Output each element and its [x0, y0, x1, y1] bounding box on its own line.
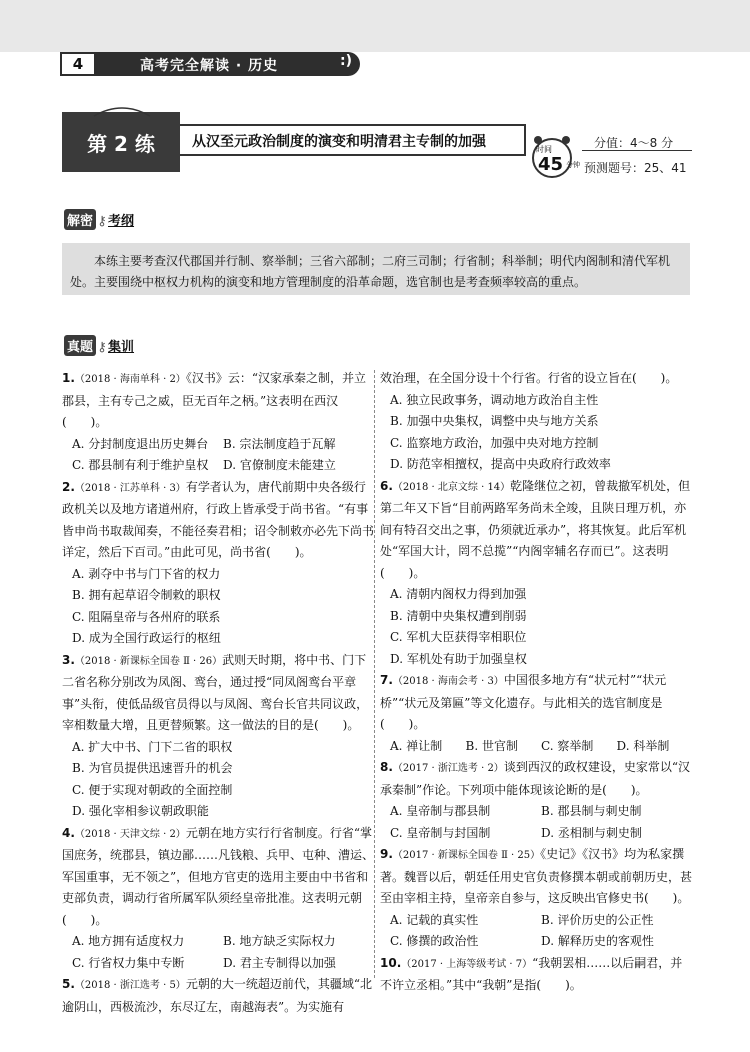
option: D. 官僚制度未能建立: [223, 458, 336, 472]
option: B. 宗法制度趋于瓦解: [223, 436, 336, 451]
option: D. 强化宰相参议朝政职能: [72, 804, 209, 818]
question-5-continued: 效治理，在全国分设十个行省。行省的设立旨在( )。 A. 独立民政事务，调动地方政治自主性 B. 加强中央集权，调整中央与地方关系 C. 监察地方政治，加强中央对地方控制 D. 防范宰相擅权，提高中央政府行政效率: [380, 368, 692, 476]
question-10: 10.（2017 · 上海等级考试 · 7）“我朝罢相……以后嗣君，并不许立丞相。”其中“我朝”是指( )。: [380, 955, 683, 992]
option: C. 行省权力集中专断: [72, 955, 185, 970]
option: D. 防范宰相擅权，提高中央政府行政效率: [390, 457, 611, 471]
question-9: 9.（2017 · 新课标全国卷 Ⅱ · 25）《史记》《汉书》均为私家撰著。魏晋以后，朝廷任用史官负责修撰本朝或前朝历史，甚至由宰相主持，皇帝亲自参与，这反映出官修史书( )。 A. 记载的真实性 B. 评价历史的公正性 C. 修撰的政治性 D. 解释历史的客观性: [380, 844, 692, 953]
top-band: [0, 0, 750, 52]
question-5: 5.（2018 · 浙江选考 · 5）元朝的大一统超迈前代，其疆域“北逾阴山，西极流沙，东尽辽左，南越海表”。为实施有: [62, 977, 372, 1014]
time-unit: 分钟: [566, 161, 580, 169]
option: C. 皇帝制与封国制: [390, 825, 491, 840]
option: B. 拥有起草诏令制敕的职权: [72, 588, 221, 602]
header-decoration: :): [340, 53, 352, 69]
question-7: 7.（2018 · 海南会考 · 3）中国很多地方有“状元村”“状元桥”“状元及第匾”等文化遗存。与此相关的选官制度是( )。 A. 禅让制 B. 世官制 C. 察举制 D. 科举制: [380, 670, 692, 757]
option: B. 地方缺乏实际权力: [223, 934, 336, 948]
option: A. 清朝内阁权力得到加强: [390, 587, 527, 601]
option: D. 成为全国行政运行的枢纽: [72, 631, 221, 645]
tag-a: 解密: [64, 209, 96, 230]
section-title: 从汉至元政治制度的演变和明清君主专制的加强: [192, 134, 486, 150]
option: A. 扩大中书、门下二省的职权: [72, 739, 233, 754]
option: A. 独立民政事务，调动地方政治自主性: [390, 392, 599, 407]
option: C. 察举制: [541, 738, 594, 753]
tag-decrypt-outline: [64, 209, 134, 229]
option: D. 解释历史的客观性: [541, 934, 654, 948]
book-title: 高考完全解读 · 历史: [140, 58, 279, 74]
question-4: 4.（2018 · 天津文综 · 2）元朝在地方实行行省制度。行省“掌国庶务，统郡县，镇边鄙……凡钱粮、兵甲、屯种、漕运、军国重事，无不领之”，但地方官吏的选用主要由中书省和吏部负责，调动行省所属军队须经皇帝批准。这表明元朝( )。 A. 地方拥有适度权力 B. 地方缺乏实际权力 C. 行省权力集中专断 D. 君主专制得以加强: [62, 823, 374, 975]
tag-b: 集训: [108, 340, 135, 355]
option: A. 皇帝制与郡县制: [390, 804, 491, 818]
page-number: 4: [60, 52, 96, 76]
option: A. 分封制度退出历史舞台: [72, 436, 209, 451]
tag-a: 真题: [64, 335, 96, 356]
option: A. 剥夺中书与门下省的权力: [72, 566, 221, 581]
right-column: [380, 368, 692, 997]
key-icon: ⚷: [97, 340, 107, 355]
intro-text: 本练主要考查汉代郡国并行制、察举制；三省六部制；二府三司制；行省制；科举制；明代内阁制和清代军机处。主要围绕中枢权力机构的演变和地方管理制度的沿革命题，选官制也是考查频率较高的重点。: [70, 254, 671, 289]
option: C. 阻隔皇帝与各州府的联系: [72, 609, 221, 624]
time-value: 45: [538, 154, 564, 175]
tag-b: 考纲: [108, 214, 135, 229]
column-divider: [374, 370, 375, 978]
option: B. 评价历史的公正性: [541, 912, 654, 927]
option: C. 便于实现对朝政的全面控制: [72, 782, 233, 797]
tag-real-exam: [64, 335, 134, 355]
question-8: 8.（2017 · 浙江选考 · 2）谈到西汉的政权建设，史家常以“汉承秦制”作论。下列项中能体现该论断的是( )。 A. 皇帝制与郡县制 B. 郡县制与刺史制 C. 皇帝制与封国制 D. 丞相制与刺史制: [380, 757, 692, 844]
option: D. 科举制: [616, 738, 670, 753]
option: B. 加强中央集权，调整中央与地方关系: [390, 414, 599, 428]
question-2: 2.（2018 · 江苏单科 · 3）有学者认为，唐代前期中央各级行政机关以及地方诸道州府，行政上皆承受于尚书省。“有事皆申尚书取裁闻奏，不能径奏君相；诏令制敕亦必先下尚书详定，然后下百司。”由此可见，尚书省( )。 A. 剥夺中书与门下省的权力 B. 拥有起草诏令制敕的职权 C. 阻隔皇帝与各州府的联系 D. 成为全国行政运行的枢纽: [62, 477, 374, 650]
section-label: 第 2 练: [87, 132, 155, 156]
score-text: 分值：4～8 分: [594, 136, 674, 150]
option: B. 为官员提供迅速晋升的机会: [72, 761, 233, 775]
option: D. 丞相制与刺史制: [541, 825, 642, 840]
option: D. 君主专制得以加强: [223, 955, 336, 970]
option: B. 郡县制与刺史制: [541, 804, 642, 818]
option: C. 监察地方政治，加强中央对地方控制: [390, 435, 599, 450]
option: A. 地方拥有适度权力: [72, 934, 185, 948]
predict-text: 预测题号：25、41: [584, 161, 687, 175]
key-icon: ⚷: [97, 214, 107, 229]
option: C. 军机大臣获得宰相职位: [390, 630, 527, 644]
question-6: 6.（2018 · 北京文综 · 14）乾隆继位之初，曾裁撤军机处，但第二年又下旨“目前两路军务尚未全竣，且陕日理万机，亦间有特召交出之事，仍须就近承办”，将其恢复。此后军机处“军国大计，罔不总揽”“内阁宰辅名存而已”。这表明( )。 A. 清朝内阁权力得到加强 B. 清朝中央集权遭到削弱 C. 军机大臣获得宰相职位 D. 军机处有助于加强皇权: [380, 476, 692, 671]
option: A. 禅让制: [390, 738, 443, 753]
option: D. 军机处有助于加强皇权: [390, 651, 527, 666]
question-3: 3.（2018 · 新课标全国卷 Ⅱ · 26）武则天时期，将中书、门下二省名称分别改为凤阁、鸾台，通过授“同凤阁鸾台平章事”头衔，使低品级官员得以与凤阁、鸾台长官共同议政，宰相数量大增，且更替频繁。这一做法的目的是( )。 A. 扩大中书、门下二省的职权 B. 为官员提供迅速晋升的机会 C. 便于实现对朝政的全面控制 D. 强化宰相参议朝政职能: [62, 650, 374, 823]
arc-decoration-icon: [90, 98, 154, 118]
option: B. 世官制: [465, 738, 518, 753]
option: C. 修撰的政治性: [390, 934, 479, 948]
option: C. 郡县制有利于维护皇权: [72, 458, 209, 472]
option: A. 记载的真实性: [390, 912, 479, 927]
option: B. 清朝中央集权遭到削弱: [390, 608, 527, 623]
time-label: 时间: [536, 145, 552, 154]
question-1: 1.（2018 · 海南单科 · 2）《汉书》云：“汉家承秦之制，并立郡县，主有专己之威，臣无百年之柄。”这表明在西汉( )。 A. 分封制度退出历史舞台 B. 宗法制度趋于瓦解 C. 郡县制有利于维护皇权 D. 官僚制度未能建立: [62, 368, 374, 477]
left-column: [62, 368, 374, 1018]
